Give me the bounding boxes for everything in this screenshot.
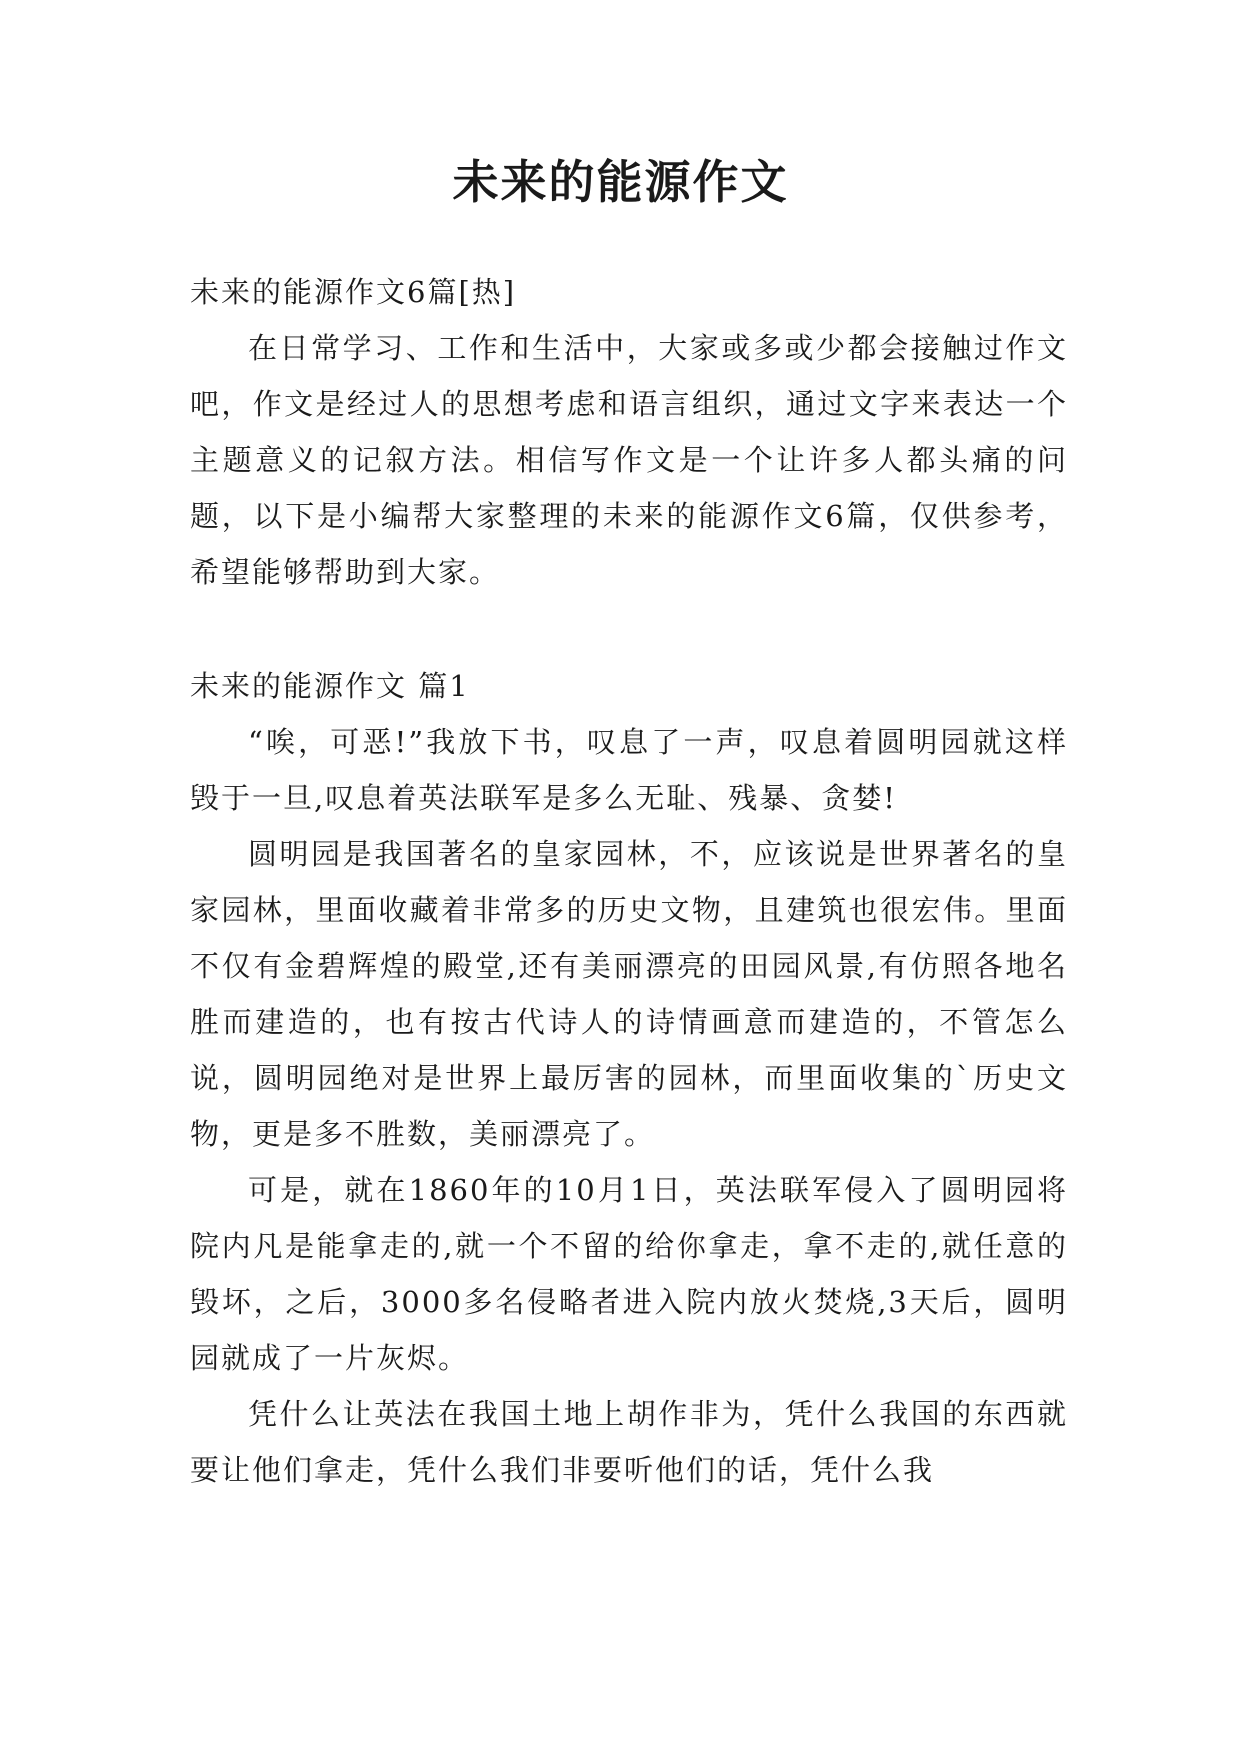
document-body <box>190 264 1068 1498</box>
body-paragraph: 凭什么让英法在我国土地上胡作非为，凭什么我国的东西就要让他们拿走，凭什么我们非要听他们的话，凭什么我 <box>190 1397 1068 1487</box>
document-subtitle: 未来的能源作文6篇[热] <box>190 275 517 309</box>
section-spacer <box>190 600 1068 658</box>
section-heading: 未来的能源作文 篇1 <box>190 669 470 703</box>
intro-paragraph: 在日常学习、工作和生活中，大家或多或少都会接触过作文吧，作文是经过人的思想考虑和语言组织，通过文字来表达一个主题意义的记叙方法。相信写作文是一个让许多人都头痛的问题，以下是小编帮大家整理的未来的能源作文6篇，仅供参考，希望能够帮助到大家。 <box>190 331 1068 589</box>
body-paragraph: 圆明园是我国著名的皇家园林，不，应该说是世界著名的皇家园林，里面收藏着非常多的历史文物，且建筑也很宏伟。里面不仅有金碧辉煌的殿堂,还有美丽漂亮的田园风景,有仿照各地名胜而建造的，也有按古代诗人的诗情画意而建造的，不管怎么说，圆明园绝对是世界上最厉害的园林，而里面收集的`历史文物，更是多不胜数，美丽漂亮了。 <box>190 837 1068 1151</box>
page-title: 未来的能源作文 <box>452 155 789 209</box>
body-paragraph: 可是，就在1860年的10月1日，英法联军侵入了圆明园将院内凡是能拿走的,就一个不留的给你拿走，拿不走的,就任意的毁坏，之后，3000多名侵略者进入院内放火焚烧,3天后，圆明园就成了一片灰烬。 <box>190 1173 1068 1375</box>
body-paragraph: “唉，可恶!”我放下书，叹息了一声，叹息着圆明园就这样毁于一旦,叹息着英法联军是多么无耻、残暴、贪婪! <box>190 725 1068 815</box>
